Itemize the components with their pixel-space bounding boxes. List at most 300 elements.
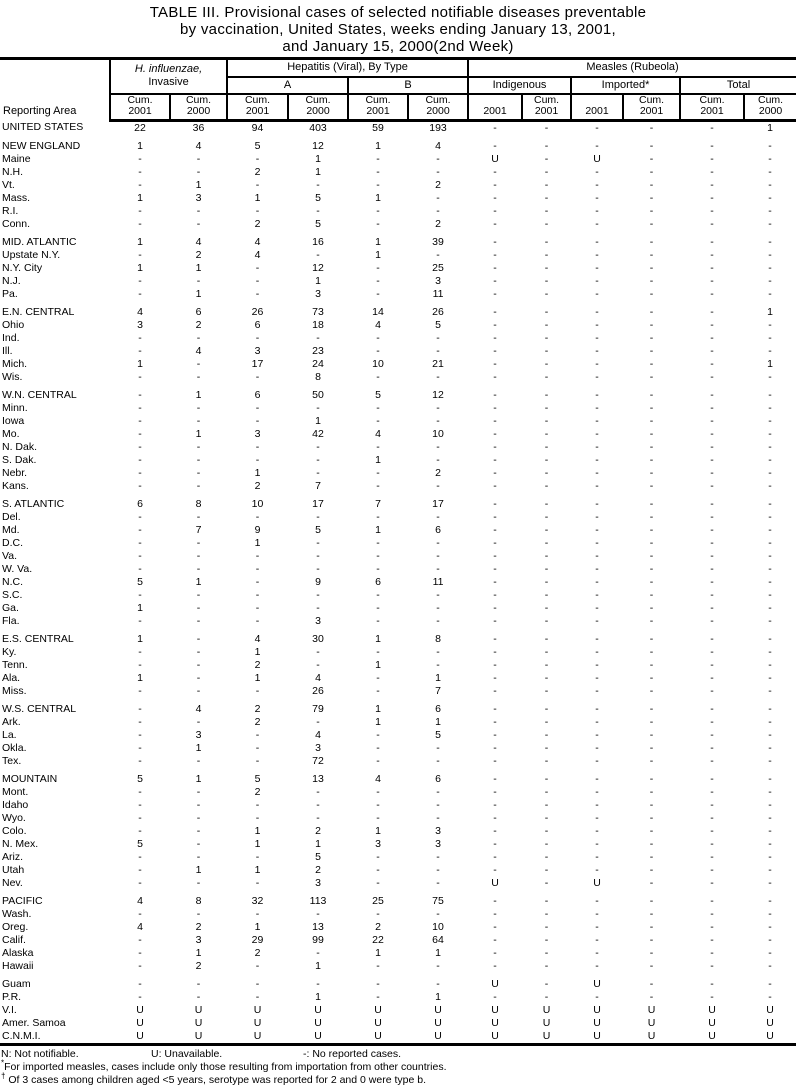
value-cell: - [138,427,142,440]
value-cell: - [138,466,142,479]
value-cell: - [376,850,380,863]
value-cell: - [649,728,654,741]
value-cell: - [595,121,599,134]
table-row [0,908,796,921]
reporting-area-cell: C.N.M.I. [2,1029,41,1042]
value-cell: - [316,977,320,990]
reporting-area-cell: D.C. [2,536,23,549]
table-row [0,716,796,729]
value-cell: 4 [375,427,381,440]
value-cell: - [710,331,714,344]
reporting-area-cell: MID. ATLANTIC [2,235,77,248]
value-cell: U [708,1003,716,1016]
footnote-imported-measles-text: For imported measles, cases include only those resulting from importation from other countries. [4,1060,447,1073]
value-cell: - [196,440,201,453]
value-cell: - [544,344,549,357]
table-row [0,205,796,218]
value-cell: - [493,121,497,134]
region-row [0,703,796,716]
value-cell: U [542,1029,551,1042]
table-row [0,672,796,685]
value-cell: - [710,977,714,990]
value-cell: - [376,261,380,274]
value-cell: 1 [375,658,381,671]
value-cell: - [768,510,772,523]
measles-group-header: Measles (Rubeola) [468,59,796,77]
value-cell: - [768,562,772,575]
table-row [0,978,796,991]
value-cell: - [768,863,772,876]
value-cell: 1 [254,645,261,658]
value-cell: - [255,510,260,523]
value-cell: 1 [315,837,321,850]
value-cell: - [316,785,320,798]
reporting-area-cell: N.H. [2,165,23,178]
value-cell: U [491,152,499,165]
table-row [0,319,796,332]
value-cell: - [710,754,714,767]
value-cell: - [595,466,599,479]
value-cell: U [491,876,499,889]
value-cell: - [493,990,497,1003]
value-cell: 1 [435,946,441,959]
table-row [0,602,796,615]
value-cell: - [255,440,260,453]
value-cell: - [768,331,772,344]
value-cell: - [255,274,260,287]
value-cell: - [493,702,497,715]
value-cell: - [649,959,654,972]
table-row [0,371,796,384]
value-cell: - [544,274,549,287]
value-cell: - [376,479,380,492]
value-cell: - [493,331,497,344]
value-cell: U [766,1016,774,1029]
value-cell: - [544,702,549,715]
value-cell: 3 [435,837,441,850]
value-cell: - [376,614,380,627]
value-cell: - [649,715,654,728]
value-cell: - [316,536,320,549]
value-cell: - [376,331,380,344]
value-cell: - [595,990,599,1003]
value-cell: U [593,876,601,889]
value-cell: 113 [309,894,327,907]
value-cell: - [544,536,549,549]
value-cell: - [196,684,201,697]
value-cell: 3 [315,876,321,889]
value-cell: 1 [375,139,381,152]
value-cell: - [493,728,497,741]
reporting-area-header: Reporting Area [0,59,110,121]
value-cell: 32 [251,894,264,907]
value-cell: - [649,191,654,204]
table-row [0,729,796,742]
value-cell: - [493,645,497,658]
table-row [0,877,796,890]
value-cell: - [544,287,549,300]
value-cell: - [649,632,654,645]
value-cell: - [544,798,549,811]
reporting-area-cell: Mich. [2,357,28,370]
value-cell: - [493,850,497,863]
value-cell: - [649,318,654,331]
table-row [0,563,796,576]
value-cell: - [710,632,714,645]
value-cell: - [595,741,599,754]
value-cell: - [595,671,599,684]
value-cell: - [710,785,714,798]
value-cell: 7 [195,523,202,536]
reporting-area-cell: Kans. [2,479,29,492]
value-cell: - [710,370,714,383]
value-cell: - [768,235,772,248]
value-cell: - [544,671,549,684]
value-cell: 1 [137,632,143,645]
value-cell: - [376,370,380,383]
reporting-area-cell: N.J. [2,274,21,287]
value-cell: - [649,510,654,523]
value-cell: U [766,1003,774,1016]
value-cell: 4 [137,894,143,907]
value-cell: - [710,191,714,204]
region-row [0,389,796,402]
value-cell: 2 [315,824,321,837]
value-cell: - [710,261,714,274]
value-cell: 1 [375,523,381,536]
value-cell: - [493,357,497,370]
value-cell: - [316,204,320,217]
value-cell: 11 [432,287,444,300]
value-cell: 4 [435,139,441,152]
value-cell: - [710,523,714,536]
value-cell: - [768,370,772,383]
value-cell: - [196,658,201,671]
value-cell: U [434,1029,442,1042]
value-cell: - [649,811,654,824]
value-cell: - [255,990,260,1003]
value-cell: U [136,1029,144,1042]
value-cell: - [436,165,440,178]
value-cell: 12 [312,139,324,152]
table-title [0,0,796,55]
value-cell: - [768,453,772,466]
value-cell: - [436,658,440,671]
value-cell: - [493,588,497,601]
value-cell: - [768,798,772,811]
value-cell: - [544,401,549,414]
value-cell: - [710,440,714,453]
value-cell: - [196,876,201,889]
value-cell: - [649,388,654,401]
value-cell: - [710,204,714,217]
value-cell: - [649,139,654,152]
value-cell: - [710,990,714,1003]
value-cell: 2 [195,959,202,972]
value-cell: - [376,344,380,357]
value-cell: U [593,1016,601,1029]
value-cell: - [768,440,772,453]
value-cell: - [544,388,549,401]
value-cell: - [768,977,772,990]
value-cell: 5 [435,318,441,331]
reporting-area-cell: Vt. [2,178,15,191]
value-cell: - [493,165,497,178]
value-cell: U [314,1016,322,1029]
region-row [0,236,796,249]
value-cell: 193 [429,121,447,134]
value-cell: - [649,933,654,946]
value-cell: - [493,772,497,785]
value-cell: - [710,671,714,684]
value-cell: - [493,479,497,492]
table-row [0,153,796,166]
table-row [0,480,796,493]
value-cell: 9 [315,575,321,588]
value-cell: 12 [432,388,444,401]
value-cell: - [710,139,714,152]
value-cell: - [649,907,654,920]
region-row [0,120,796,135]
hepatitis-b-header: B [348,77,468,94]
value-cell: - [196,165,201,178]
value-cell: 6 [435,772,441,785]
value-cell: - [376,165,380,178]
reporting-area-cell: Tenn. [2,658,28,671]
hflu-group-subname: Invasive [148,76,189,89]
value-cell: 26 [251,305,264,318]
value-cell: 13 [312,920,324,933]
value-cell: 7 [435,684,441,697]
value-cell: - [196,837,201,850]
value-cell: - [649,479,654,492]
value-cell: U [491,977,499,990]
table-row [0,332,796,345]
value-cell: - [710,933,714,946]
value-cell: - [493,287,497,300]
value-cell: - [196,588,201,601]
value-cell: - [544,414,549,427]
value-cell: 1 [375,191,381,204]
reporting-area-cell: Mo. [2,427,20,440]
value-cell: - [710,466,714,479]
value-cell: 72 [312,754,324,767]
value-cell: - [595,811,599,824]
value-cell: - [138,614,142,627]
value-cell: - [595,959,599,972]
value-cell: - [376,274,380,287]
value-cell: - [649,414,654,427]
value-cell: - [544,946,549,959]
value-cell: - [138,876,142,889]
value-cell: - [649,497,654,510]
legend-line [1,1048,796,1061]
value-cell: U [647,1003,656,1016]
value-cell: - [138,536,142,549]
value-cell: - [255,798,260,811]
value-cell: - [595,523,599,536]
value-cell: 1 [254,466,261,479]
value-cell: - [544,907,549,920]
value-cell: - [595,850,599,863]
value-cell: - [316,549,320,562]
value-cell: - [436,152,440,165]
value-cell: 2 [254,946,261,959]
value-cell: - [649,523,654,536]
table-row [0,467,796,480]
value-cell: - [710,427,714,440]
reporting-area-cell: Oreg. [2,920,29,933]
reporting-area-cell: N. Dak. [2,440,38,453]
value-cell: - [316,562,320,575]
value-cell: - [436,248,440,261]
value-cell: - [544,614,549,627]
value-cell: 5 [137,837,143,850]
value-cell: - [595,178,599,191]
value-cell: - [544,785,549,798]
value-cell: U [374,1003,382,1016]
value-cell: - [768,261,772,274]
value-cell: - [595,575,599,588]
value-cell: - [649,217,654,230]
value-cell: - [768,601,772,614]
value-cell: - [544,370,549,383]
value-cell: - [710,959,714,972]
value-cell: - [768,274,772,287]
value-cell: - [255,401,260,414]
value-cell: - [436,344,440,357]
value-cell: - [376,785,380,798]
value-cell: - [768,754,772,767]
legend-unavailable: U: Unavailable. [151,1047,223,1060]
value-cell: - [436,401,440,414]
value-cell: - [138,811,142,824]
value-cell: - [649,370,654,383]
value-cell: - [436,479,440,492]
value-cell: - [376,549,380,562]
value-cell: - [649,588,654,601]
value-cell: - [595,305,599,318]
reporting-area-cell: Del. [2,510,21,523]
value-cell: - [316,331,320,344]
reporting-area-cell: S.C. [2,588,23,601]
value-cell: 1 [315,165,321,178]
value-cell: - [649,614,654,627]
reporting-area-cell: Mass. [2,191,31,204]
value-cell: - [493,824,497,837]
reporting-area-cell: N. Mex. [2,837,39,850]
table-row [0,934,796,947]
value-cell: - [436,798,440,811]
value-cell: - [436,614,440,627]
value-cell: - [710,318,714,331]
value-cell: - [196,370,201,383]
value-cell: 5 [315,523,321,536]
reporting-area-cell: W.N. CENTRAL [2,388,77,401]
value-cell: - [493,933,497,946]
value-cell: 5 [137,575,143,588]
value-cell: - [544,977,549,990]
value-cell: 1 [254,191,261,204]
value-cell: - [493,305,497,318]
value-cell: - [649,357,654,370]
value-cell: - [255,549,260,562]
value-cell: - [255,728,260,741]
reporting-area-cell: Okla. [2,741,27,754]
value-cell: 8 [315,370,321,383]
value-cell: 1 [375,453,381,466]
value-cell: - [595,785,599,798]
value-cell: - [544,876,549,889]
value-cell: - [138,907,142,920]
value-cell: 18 [312,318,324,331]
value-cell: - [595,344,599,357]
value-cell: - [768,248,772,261]
reporting-area-cell: Ind. [2,331,20,344]
table-row [0,864,796,877]
table-title-line2: by vaccination, United States, weeks ending January 13, 2001, [179,21,617,38]
value-cell: - [544,588,549,601]
value-cell: - [138,479,142,492]
value-cell: - [768,785,772,798]
value-cell: 2 [254,479,261,492]
value-cell: - [436,549,440,562]
value-cell: - [710,946,714,959]
reporting-area-cell: Md. [2,523,20,536]
value-cell: - [649,235,654,248]
value-cell: - [768,715,772,728]
value-cell: - [376,562,380,575]
value-cell: - [493,318,497,331]
value-cell: - [649,946,654,959]
value-cell: U [593,1029,601,1042]
legend-not-notifiable: N: Not notifiable. [1,1047,79,1060]
reporting-area-cell: PACIFIC [2,894,43,907]
value-cell: 1 [137,139,143,152]
table-row [0,358,796,371]
value-cell: - [768,217,772,230]
value-cell: - [138,645,142,658]
value-cell: - [768,427,772,440]
value-cell: - [544,824,549,837]
value-cell: - [493,614,497,627]
value-cell: - [649,702,654,715]
value-cell: - [710,248,714,261]
value-cell: - [544,920,549,933]
value-cell: - [544,523,549,536]
reporting-area-cell: Ill. [2,344,13,357]
value-cell: U [136,1016,144,1029]
table-row [0,345,796,358]
value-cell: - [196,907,201,920]
reporting-area-cell: P.R. [2,990,22,1003]
value-cell: - [595,798,599,811]
value-cell: - [316,715,320,728]
value-cell: - [493,811,497,824]
value-cell: 2 [254,785,261,798]
value-cell: - [436,785,440,798]
value-cell: - [196,614,201,627]
value-cell: - [436,959,440,972]
table-row [0,537,796,550]
value-cell: - [493,510,497,523]
value-cell: - [196,977,201,990]
reporting-area-cell: Maine [2,152,31,165]
value-cell: 64 [432,933,444,946]
value-cell: - [710,811,714,824]
value-cell: - [768,658,772,671]
value-cell: - [436,741,440,754]
